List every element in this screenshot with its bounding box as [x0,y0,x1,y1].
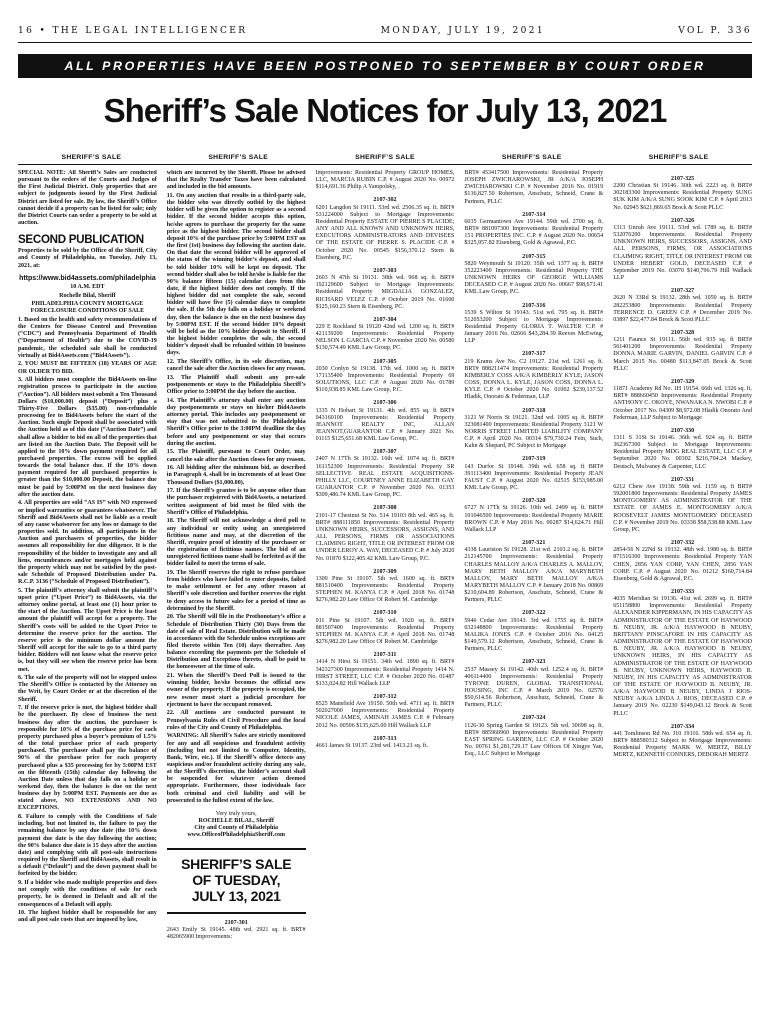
column-label: SHERIFF’S SALE [648,154,709,161]
case-text: 1313 Unruh Ave 19111. 53rd wd. 1789 sq. ft. BRT# 532076200 Improvements: Residential Property UNKNOWN HEIRS, SUCCESSORS, ASSIGNS, AND ALL PERSONS, FIRMS, OR ASSOCIATIONS CLAIMING RIGHT, TITLE OR INTEREST FROM OR UNDER HEBERT GOLD, DECEASED C.P. # September 2019 No. 03070 $140,796.79 Hill Wallack LLP [613,224,752,282]
page-header [18,26,752,36]
column-2 [167,170,306,1014]
case-number: 2107-329 [670,378,695,385]
case-number: 2107-312 [373,694,397,700]
condition-21: 21. When the Sheriff’s Deed Poll is issued to the winning bidder, he/she becomes the official new owner of the property. If the property is occupied, the new owner must start a judicial procedure for ejectment to have the occupant removed. [166,673,306,708]
case-number: 2107-316 [522,302,546,309]
case-number: 2107-315 [522,253,546,260]
sheriff-name: Rochelle Bilal, Sheriff [59,292,116,299]
case-text: 229 E Rockland St 19120 42nd wd. 1200 sq. ft. BRT# 421139200 Improvements: Residential Property NELSON L GARCIA C.P. # November 2020 No. 00580 $130,574.49 KML Law Group, PC. [315,323,455,352]
column-label: SHERIFF’S SALE [355,154,415,161]
condition-6: 6. The sale of the property will not be stopped unless The Sheriff’s Office is contacted by the Attorney on the Writ, by Court Order or at the discretion of the Sheriff. [18,675,157,703]
case-number: 2107-332 [670,540,695,547]
condition-9: 9. If a bidder who made multiple properties and does not comply with the conditions of sale for each property, he is deemed in Default and all of the consequences of a Default will apply. [18,880,157,908]
condition-8: 8. Failure to comply with the Conditions of Sale including, but not limited to, the failure to pay the remaining balance by any due date (the 10% down payment due date is the day following the auction; the 90% balance due date is 15 days after the auction date) and complying with all post-sale instructions required by the Sheriff and Bid4Assets, shall result in a default (“Default”) and the down payment shall be forfeited by the bidder. [18,814,157,878]
condition-19: 19. The Sheriff reserves the right to refuse purchase from bidders who have failed to enter deposits, failed to make settlement or for any other reason at Sheriff’s sole discretion and further reserves the right to deny access to future sales for a period of time as determined by the Sheriff. [166,569,306,612]
condition-17: 17. If the Sheriff’s grantee is to be anyone other than the purchaser registered with Bid4Assets, a notarized written assignment of bid must be filed with the Sheriff’s Office of Philadelphia. [166,488,306,516]
case-text: 143 Durfor St 19148. 39th wd. 658 sq. ft BRT# 391113400 Improvements: Residential Property JEAN FAUST C.P. # August 2020 No. 02515 $153,985.00 KML Law Group, PC. [464,463,604,492]
condition-4: 4. All properties are sold “AS IS” with NO expressed or implied warranties or guarantees whatsoever. The Sheriff and Bid4Assets shall not be liable as a result of any cause whatsoever for any loss or damage to the properties sold. In addition, all participants in the Auction and purchasers of properties, the bidder assumes all responsibility for due diligence. It is the responsibility of the bidder to investigate any and all liens, encumbrances and/or mortgages held against the property which may not be satisfied by the post-sale Schedule of Proposed Distribution under Pa. R.C.P. 3136 (“Schedule of Proposed Distribution”). [18,500,157,586]
signature-link[interactable]: www.OfficeofPhiladelphiaSheriff.com [187,832,286,839]
case-text: 219 Krams Ave No. C2 19127. 21st wd. 1261 sq. ft. BRT# 888211474 Improvements: Residential Property KIMBERLY COSS A/K/A KIMBERLY KYLE; JASON COSS, DONNA L. KYLE, JASON COSS, DONNA L. KYLE C.P. # October 2020 No. 01002 $239,137.52 Hladik, Onorato & Federman, LLP [464,358,604,401]
condition-10: 10. The highest bidder shall be responsible for any and all post sale costs that are imposed by law, [18,910,157,924]
condition-10-cont: which are incurred by the Sheriff. Please be advised that the Realty Transfer Taxes have been calculated and included in the bid amounts. [166,170,306,191]
header-date: MONDAY, JULY 19, 2021 [380,26,545,36]
case-number: 2107-331 [670,476,695,483]
case-number: 2107-333 [670,588,695,595]
condition-1: 1. Based on the health and safety recommendations of the Centers for Disease Control and Prevention (“CDC”) and Pennsylvania Department of Health (“Department of Health”) due to the COVID-19 pandemic, the scheduled sale shall be conducted virtually at Bid4Assets.com (“Bid4Assets”). [18,317,157,359]
column-5 [613,170,752,1014]
case-text: 1311 S 31St St 19146. 36th wd. 924 sq. ft. BRT# 362367300 Subject to Mortgage Improvements: Residential Property MDG REAL ESTATE, LLC C.P. # September 2020 No. 00302 $216,704.24 Mackey, Deutsch, Mulvaney & Carpenter, LLC [613,435,752,470]
column-label: SHERIFF’S SALE [208,154,269,161]
case-text: 5820 Weymouth St 19120. 35th wd. 1377 sq. ft. BRT# 352223400 Improvements: Residential Property THE UNKNOWN HEIRS OF GEORGE WILLIAMS DECEASED C.P. # August 2020 No. 00667 $98,671.41 KML Law Group, P.C. [464,260,604,296]
condition-5: 5. The plaintiff’s attorney shall submit the plaintiff’s upset price (“Upset Price”) to Bid4Assets, via the attorney online portal, at least one (1) hour prior to the start of the Auction. The Upset Price is the least amount the plaintiff will accept for a property. The Sheriff’s costs will be added to the Upset Price to determine the reserve price for the auction. The reserve price is the minimum dollar amount the Sheriff will accept for the sale to go to a third party bidder. Bidders will not know what the reserve price is, but they will see when the reserve price has been met. [18,587,157,673]
condition-7: 7. If the reserve price is met, the highest bidder shall be the purchaser. By close of business the next business day after the auction, the purchaser is responsible for 10% of the purchase price for each property purchased plus a buyer’s premium of 1.5% of the total purchase price of each property purchased. The purchaser shall pay the balance of 90% of the purchase price for each property purchased plus a $35 processing fee by 5:00PM EST on the fifteenth (15th) calendar day following the Auction Date unless that day falls on a holiday or weekend day, then the balance is due on the next business day by 5:00PM EST. Payments are due as stated above, NO EXTENSIONS AND NO EXCEPTIONS. [18,705,157,812]
case-number: 2107-310 [373,610,397,617]
case-text: 4338 Lauriston St 19128. 21st wd. 2103.2 sq. ft. BRT# 212145700 Improvements: Residential Property CHARLES MALLOY A/K/A CHARLES A. MALLOY, MARY BETH MALLOY A/K/A MARYBETH MALLOY, MARY BETH MALLOY A/K/A MARYBETH MALLOY C.P. # January 2018 No. 00869 $210,604.89 Robertson, Anschutz, Schneid, Crane & Partners, PLLC [464,547,604,604]
case-text: 2620 N 33Rd St 19132. 28th wd. 1050 sq. ft. BRT# 282253800 Improvements: Residential Property TERRENCE D. GREEN C.P. # December 2019 No. 03897 $22,477.84 Brock & Scott PLLC [613,295,752,323]
case-text: 5946 Cedar Ave 19143. 3rd wd. 1755 sq. ft. BRT# 032148800 Improvements: Residential Property MALIKA JONES C.P. # October 2016 No. 04125 $149,579.12 Robertson, Anschutz, Schneid, Crane & Partners, PLLC [464,617,604,653]
case-text: 4035 Meridian St 19136. 41st wd. 2699 sq. ft. BRT# 651158800 Improvements: Residential Property ALEXANDER KIPPERMANN, IN HIS CAPACITY AS ADMINISTRATOR OF THE ESTATE OF HAYWOOD B. NEUBY, JR. A/K/A HAYWOOD B NEUBY, BRITTANY PINSCAFORE IN HIS CAPACITY AS ADMINISTRATOR OF THE ESTATE OF HAYWOOD B. NEUBY, JR. A/K/A HAYWOOD B NEUBY, UNKNOWN HEIRS, IN HIS CAPACITY AS ADMINISTRATOR OF THE ESTATE OF HAYWOOD B. NEUBY, UNKNOWN HEIRS, HAYWOOD B. NEUBY, IN HIS CAPACITY AS ADMINISTRATOR OF THE ESTATE OF HAYWOOD B. NEUBY, JR. A/K/A HAYWOOD B NEUBY, LINDA J RIOS-NEUBY A/K/A LINDA J. RIOS, DECEASED C.P. # January 2019 No. 02230 $149,043.12 Brock & Scott PLLC [613,596,752,717]
case-number: 2107-323 [522,659,546,666]
case-text: 4661 James St 19137. 23rd wd. 1413.21 sq. ft. [315,742,428,749]
sale-box-line: JULY 13, 2021 [191,887,281,904]
condition-2: 2. YOU MUST BE FIFTEEN (18) YEARS OF AGE OR OLDER TO BID. [18,361,157,375]
page-title: Sheriff’s Sale Notices for July 13, 2021 [103,92,667,129]
case-text: 441 Tomlinson Rd No. J10 19116. 58th wd. 654 sq. ft. BRT# 888580312 Subject to Mortgage Improvements: Residential Property MARK W. MERTZ, BILLY MERTZ, KENNETH CONNERS, DEBORAH MERTZ [613,730,752,759]
case-number: 2107-319 [522,456,546,463]
case-number: 2107-303 [373,267,397,274]
case-text: 6727 N 17Th St 19126. 10th wd. 2499 sq. ft. BRT# 101046500 Improvements: Residential Property MARIE BROWN C.P. # May 2016 No. 00287 $14,624.71 Hill Wallack LLP [464,505,604,533]
sale-box-line: OF TUESDAY, [192,871,281,888]
column-labels [18,154,752,161]
case-text: 2101-17 Chestnut St No. 514 19103 8th wd. 465 sq. ft. BRT# 888111850 Improvements: Residential Property UNKNOWN HEIRS, SUCCESSORS, ASSIGNS, AND ALL PERSONS, FIRMS OR ASSOCIATIONS CLAIMING RIGHT, TITLE OR INTEREST FROM OR UNDER LEROY A. WAY, DECEASED C.P. # July 2020 No. 01870 $122,405.42 KML Law Group, P.C. [315,512,455,562]
case-text: 911 Pine St 19107. 5th wd. 1920 sq. ft. BRT# 881507400 Improvements: Residential Property STEPHEN M. KANYA C.P. # April 2018 No. 01748 $276,982.20 Law Office Of Robert M. Cambridge [315,617,455,646]
notice-columns [18,170,752,1014]
case-text: 1414 N Hirst St 19151. 34th wd. 1890 sq. ft. BRT# 342327300 Improvements: Residential Property 1414 N. HIRST STREET, LLC C.P. # October 2020 No. 01487 $133,024.82 Hill Wallack LLP [315,659,455,687]
case-text: 8525 Mansfield Ave 19150. 50th wd. 4711 sq. ft. BRT# 502027000 Improvements: Residential Property NICOLE JAMES, AMINAH JAMES C.P. # February 2012 No. 00506 $135,625.00 Hill Wallack LLP [315,701,455,729]
second-publication-heading: SECOND PUBLICATION [18,233,144,247]
condition-20: 20. The Sheriff will file in the Prothonotary’s office a Schedule of Distribution Thirty (30) Days from the date of sale of Real Estate. Distribution will be made in accordance with the Schedule unless exceptions are filed thereto within Ten (10) days thereafter. Any balance exceeding the payments per the Schedule of Distribution and Exceptions thereto, shall be paid to the homeowner at the time of sale. [166,614,306,671]
case-text: Improvements: Residential Property GROUP HOMES, LLC, MARCIA RUBIN C.P. # August 2020 No. 00972 $114,691.36 Philip A Yampolsky, . [315,170,455,191]
condition-18: 18. The Sheriff will not acknowledge a deed poll to any individual or entity using an unregistered fictitious name and may, at the discretion of the Sheriff, require proof of identity of the purchaser or the registration of fictitious names. The bid of an unregistered fictitious name shall be forfeited as if the bidder failed to meet the terms of sale. [166,518,306,568]
case-text: 6035 Germantown Ave 19144. 59th wd. 2700 sq. ft. BRT# 881097300 Improvements: Residential Property 151 PROPERTIES INC. C.P. # August 2020 No. 00654 $325,957.82 Eisenberg, Gold & Agrawal, P.C. [464,218,604,247]
case-number: 2107-305 [373,358,397,365]
case-text: 2643 Emily St 19145. 48th wd. 2921 sq. ft. BRT# 482065900 Improvements: [166,926,306,940]
condition-3: 3. All bidders must complete the Bid4Assets on-line registration process to participate in the auction (“Auction”). All bidders must submit a Ten Thousand Dollars ($10,000.00) deposit (“Deposit”) plus a Thirty-Five Dollars ($35.00) non-refundable processing fee to Bid4Assets before the start of the Auction. Such single Deposit shall be associated with the Auction held as of this date (“Auction Date”) and shall allow a bidder to bid on all of the properties that are listed on the Auction Date. The Deposit will be applied to the 10% down payment required for all purchased properties. The excess will be applied towards the total balance due. If the 10% down payment required for all purchased properties is greater than the $10,000.00 Deposit, the balance due must be paid by 5:00PM on the next business day after the auction date. [18,377,157,498]
case-number: 2107-313 [373,735,397,742]
condition-22: 22. All auctions are conducted pursuant to Pennsylvania Rules of Civil Procedure and the local rules of the City and County of Philadelphia. [166,710,306,731]
case-number: 2107-302 [373,197,397,204]
warning-text: WARNING: All Sheriff’s Sales are strictly monitored for any and all suspicious and fraudulent activity (including but not limited to Computer, Identity, Bank, Wire, etc.). If the Sheriff’s office detects any suspicious and/or fraudulent activity during any sale, at the Sheriff’s discretion, the bidder’s account shall be suspended for whatever action deemed appropriate. Furthermore, those individuals face both criminal and civil liability and will be prosecuted to the fullest extent of the law. [166,733,306,804]
case-text: 2603 N 47th St 19131. 38th wd. 968 sq. ft. BRT# 192129600 Subject to Mortgage Improvements: Residential Property MIGDALIA GONZALEZ, RICHARD VELEZ C.P. # October 2019 No. 01600 $125,160.23 Stern & Eisenberg, PC. [315,275,455,310]
column-label: SHERIFF’S SALE [61,154,122,161]
case-number: 2107-325 [670,176,695,182]
case-text: BRT# 453417500 Improvements: Residential Property JOSEPH ZWICHAROWSKI, JR A/K/A JOSEPH ZWICHAROWSKI C.P. # November 2016 No. 01919 $136,827.50 Robertson, Anschutz, Schneid, Crane & Partners, PLLC [464,170,604,205]
case-number: 2107-330 [670,427,695,434]
case-text: 1300 Pine St 19107. 5th wd. 1600 sq. ft. BRT# 881510400 Improvements: Residential Property STEPHEN M. KANYA C.P. # April 2018 No. 01748 $276,982.20 Law Office Of Robert M. Cambridge [315,575,455,604]
condition-14: 14. The Plaintiff’s attorney shall enter any auction day postponements or stays on his/her Bid4Assets attorney portal. This includes any postponement or stay that was not submitted to the Philadelphia Sheriff’s Office prior to the 3:00PM deadline the day before and any postponement or stay that occurs during the auction. [166,397,306,447]
case-text: 1211 Faunce St 19111. 56th wd. 935 sq. ft BRT# 561401200 Improvements: Residential Property DONNA MARIE GARVIN, DANIEL GARVIN C.P. # March 2015 No. 00480 $113,847.05 Brock & Scott PLLC [613,337,752,372]
sale-box-line: SHERIFF’S SALE [181,855,292,872]
case-text: 2407 N 17Th St 19132. 16th wd. 1074 sq. ft. BRT# 161152300 Improvements: Residential Property SR SELLECTIVE REAL ESTATE ACQUISITIONS-PHILLY LLC, COURTNEY ANNE ELIZABETH GAY GUARANTOR C.P. # November 2020 No. 01353 $309,486.74 KML Law Group, PC. [315,456,455,499]
case-number: 2107-326 [670,217,695,224]
postponement-banner: ALL PROPERTIES HAVE BEEN POSTPONED TO SEPTEMBER BY COURT ORDER [18,54,752,78]
case-number: 2107-322 [522,610,546,617]
condition-16: 16. All bidding after the minimum bid, as described in Paragraph 4, shall be in increments of at least One Thousand Dollars ($1,000.00). [166,465,306,486]
case-text: 11871 Academy Rd No. 1H 19154. 66th wd. 1326 sq. ft. BRT# 888660450 Improvements: Residential Property ANTHONY C. OKOYE, NWANAKA N. NWOBI C.P. # October 2017 No. 04309 $8,972.08 Hladik Onorato And Federman, LLP Subject to Mortgage [613,386,752,421]
case-text: 1126-30 Spring Garden St 19123. 5th wd. 30698 sq. ft. BRT# 885960960 Improvements: Residential Property EAST SPRING GARDEN, LLC C.P. # October 2020 No. 00761 $1,281,729.17 Law Offices Of Xingye Yan, Esq., LLC Subject to Mortgage [464,722,604,758]
case-number: 2107-304 [373,316,397,323]
case-number: 2107-309 [373,568,397,575]
condition-12: 12. The Sheriff’s Office, in its sole discretion, may cancel the sale after the Auction closes for any reason. [166,359,306,373]
case-number: 2107-301 [224,919,248,926]
header-volume: VOL P. 336 [678,26,752,36]
column-1 [18,170,157,1014]
auction-url[interactable]: https://www.bid4assets.com/philadelphia [19,274,156,282]
header-left: 16 • THE LEGAL INTELLIGENCER [18,26,248,36]
signature-line: City and County of Philadelphia [194,825,279,832]
case-number: 2107-321 [522,540,546,547]
case-text: 3121 W Norris St 19121. 32nd wd. 1005 sq. ft. BRT# 323081400 Improvements: Residential Property 3121 W NORRIS STREET LIMITED LIABILITY COMPANY C.P. # April 2020 No. 00314 $79,730.24 Fein, Such, Kahn & Shepard, PC Subject to Mortgage [464,414,604,450]
case-number: 2107-311 [373,652,397,659]
case-text: 2200 Christian St 19146. 30th wd. 2223 sq. ft BRT# 302183300 Improvements: Residential Property SUNG SUK KIM A/K/A SUNG SOOK KIM C.P. # April 2013 No. 02945 $621,869.65 Brock & Scott PLLC [613,183,752,211]
condition-13: 13. The Plaintiff shall submit any pre-sale postponements or stays to the Philadelphia Sheriff’s Office prior to 3:00PM the day before the auction. [166,374,306,396]
condition-15: 15. The Plaintiff, pursuant to Court Order, may cancel the sale after the Auction closes for any reason. [166,449,306,463]
case-number: 2107-308 [373,505,397,512]
case-text: 6212 Chew Ave 19138. 59th wd. 1159 sq. ft BRT# 592001800 Improvements: Residential Property JAMES MONTGOMERY AS ADMINISTRATOR OF THE ESTATE OF JAMES E. MONTGOMERY A/K/A ROOSEVELT JAMES MONTGOMERY DECEASED C.P. # November 2019 No. 03338 $58,538.88 KML Law Group, PC. [613,483,752,533]
case-number: 2107-327 [670,288,695,295]
case-text: 2537 Massey St 19142. 40th wd. 1252.4 sq. ft. BRT# 406114400 Improvements: Residential Property TYRONE DUREN, GLOBAL TRANSITIONAL HOUSING, INC C.P. # March 2019 No. 02570 $50,614.56 Robertson, Anschutz, Schneid, Crane & Partners, PLLC [464,666,604,709]
column-divider [18,164,752,165]
case-text: 1335 N Hobart St 19131. 4th wd. 855 sq. ft BRT# 043160100 Improvements: Residential Property JEANNOT REALTY INC, ALLAN JEANNOT,GUARANTOR C.P. # January 2021 No. 01115 $125,651.68 KML Law Group, PC. [315,407,455,443]
auction-time: 10 A.M. EDT [70,283,105,290]
conditions-heading: PHILADELPHIA COUNTY MORTGAGE FORECLOSURE CONDITIONS OF SALE [30,301,145,315]
case-number: 2107-307 [373,449,397,456]
case-number: 2107-334 [670,723,695,730]
column-label: SHERIFF’S SALE [501,154,562,161]
second-publication-text: Properties to be sold by the Office of the Sheriff, City and County of Philadelphia, on Tuesday, July 13, 2021, at: [18,248,157,269]
case-number: 2107-314 [522,211,546,218]
case-number: 2107-317 [522,351,546,358]
header-divider [18,42,752,43]
case-text: 6201 Langdon St 19111. 53rd wd. 2506.35 sq. ft. BRT# 531224000 Subject to Mortgage Improvements: Residential Property ESTATE OF PIERRE S PLACIDE; ANY AND ALL KNOWN AND UNKNOWN HEIRS, EXECUTORS ADMINISTRATORS AND DEVISEES OF THE ESTATE OF PIERRE S. PLACIDE C.P. # October 2020 No. 00545 $156,370.12 Stern & Eisenberg, P.C. [315,204,455,261]
case-text: 2030 Conlyn St 19138. 17th wd. 1000 sq. ft. BRT# 171135400 Improvements: Residential Property 69 SOLUTIONS, LLC C.P. # August 2020 No. 01789 $110,938.85 KML Law Group, P.C. [315,365,455,394]
sale-date-box [167,848,306,914]
case-number: 2107-318 [522,407,546,414]
case-number: 2107-324 [522,715,546,722]
case-text: 1539 S Wilton St 19143. 51st wd. 795 sq. ft. BRT# 512053200 Subject to Mortgage Improvements: Residential Property GLORIA T. WALTER C.P. # January 2016 No. 02666 $43,284.39 Reeves McEwing, LLP [464,309,604,345]
condition-11: 11. On any auction that results in a third-party sale, the bidder who was directly outbid by the highest bidder will be given the option to register as a second bidder. If the second bidder accepts this option, he/she agrees to purchase the property for the same price as the highest bidder. The second bidder shall deposit 10% of the purchase price by 5:00PM EST on the first (1st) business day following the auction date. On that date the second bidder will be approved of the status of the winning bidder’s deposit, and shall be told bidder 10% will be kept on deposit. The second bidder shall also be told he/she is liable for the 90% balance fifteen (15) calendar days from this date, if the highest bidder does not comply. If the highest bidder did not complete the sale, second bidder will have five (5) calendar days to complete the sale. If the 5th day falls on a holiday or weekend day, then the balance is due on the next business day by 5:00PM EST. If the second bidder 10% deposit will be held as the 10% bidder deposit to Sheriff. If the highest bidder completes the sale, the second bidder’s deposit shall be refunded within 10 business days. [166,192,306,357]
signature-line: Very truly yours, [215,810,257,817]
case-text: 2854-56 N 22Nd St 19132. 48th wd. 1980 sq. ft. BRT# 871516300 Improvements: Residential Property YAN CHEN, 2856 YAN CORP, YAN CHEN, 2856 YAN CORP. C.P. # August 2020 No. 01212 $160,714.84 Eisenberg, Gold & Agrawal, P.C. [613,547,752,582]
case-number: 2107-328 [670,329,695,336]
signature-line: ROCHELLE BILAL, Sheriff [198,818,274,825]
signature-block [167,811,306,840]
special-note: SPECIAL NOTE: All Sheriff’s Sales are conducted pursuant to the orders of the Courts and Judges of the First Judicial District. Only properties that are subject to judgments issued by the First Judicial District are listed for sale. By law, the Sheriff’s Office cannot decide if a property can be listed for sale; only the District Courts can order a property to be sold at auction. [18,170,157,227]
column-3 [316,170,455,1014]
case-number: 2107-306 [373,400,397,407]
case-number: 2107-320 [522,498,546,505]
column-4 [464,170,603,1014]
